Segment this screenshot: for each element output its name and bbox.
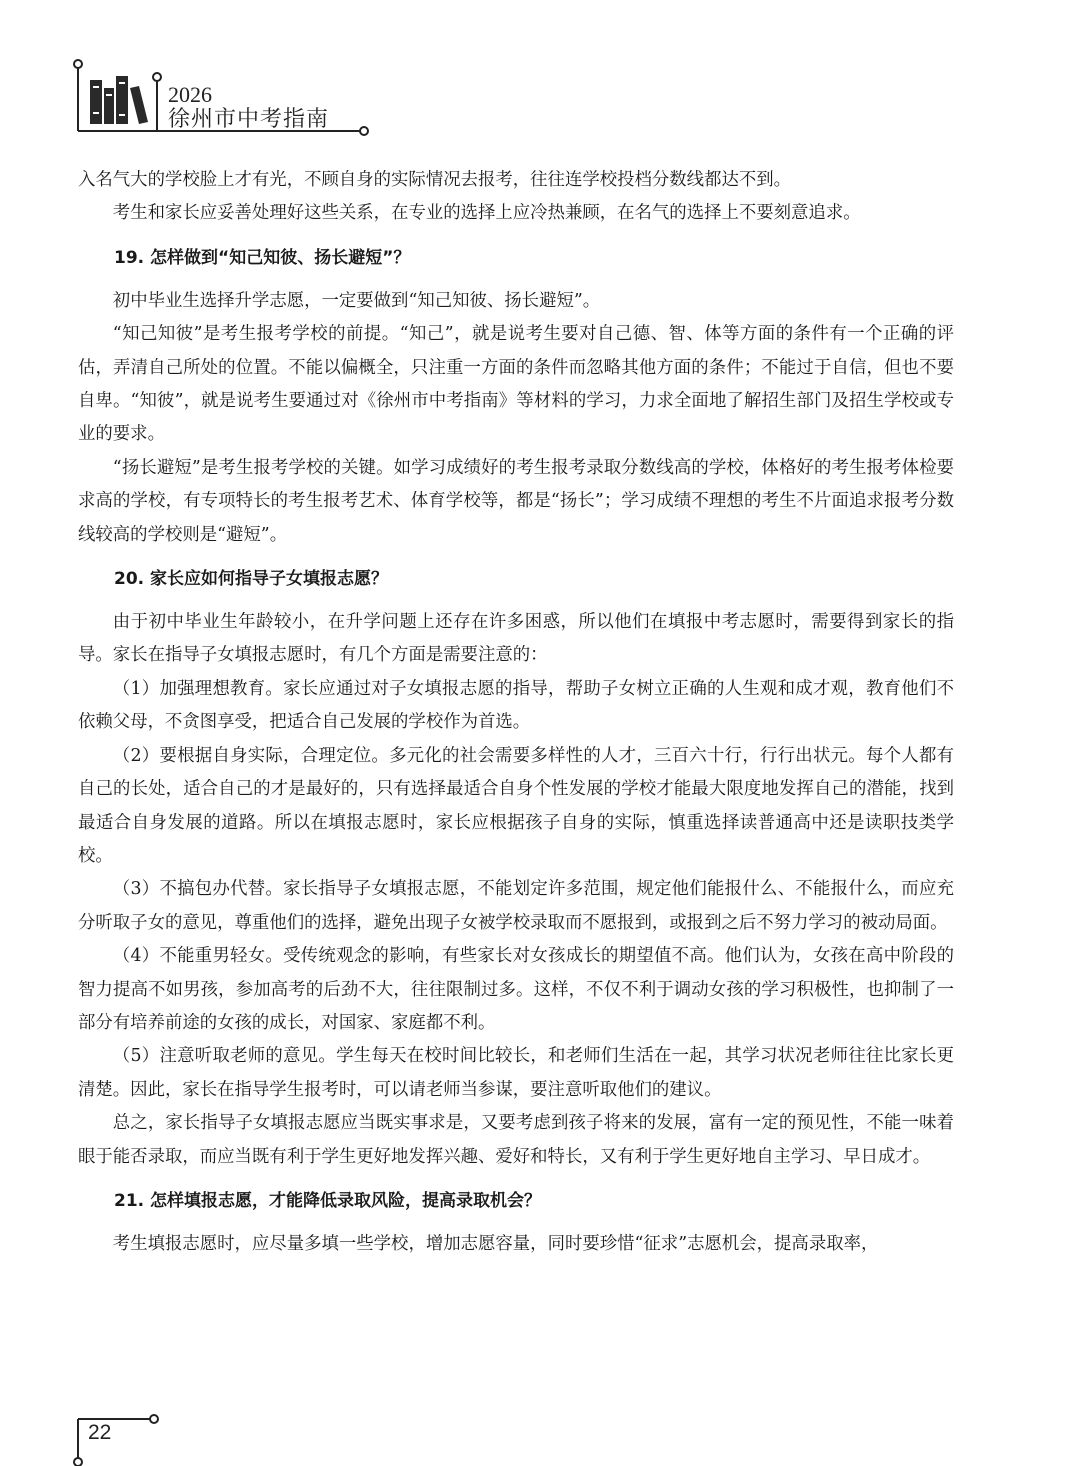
books-icon <box>86 74 156 124</box>
paragraph: 总之，家长指导子女填报志愿应当既实事求是，又要考虑到孩子将来的发展，富有一定的预见性，不能一味着眼于能否录取，而应当既有利于学生更好地发挥兴趣、爱好和特长，又有利于学生更好地自主学习、早日成才。 <box>78 1113 954 1167</box>
page-number: 22 <box>88 1421 112 1444</box>
header-year: 2026 <box>168 82 212 107</box>
page-footer <box>0 1390 1080 1466</box>
paragraph: 考生填报志愿时，应尽量多填一些学校，增加志愿容量，同时要珍惜“征求”志愿机会，提高录取率， <box>112 1233 879 1254</box>
list-item: （1）加强理想教育。家长应通过对子女填报志愿的指导，帮助子女树立正确的人生观和成才观，教育他们不依赖父母，不贪图享受，把适合自己发展的学校作为首选。 <box>78 678 954 733</box>
paragraph: “扬长避短”是考生报考学校的关键。如学习成绩好的考生报考录取分数线高的学校，体格好的考生报考体检要求高的学校，有专项特长的考生报考艺术、体育学校等，都是“扬长”；学习成绩不理想的考生不片面追求报考分数线较高的学校则是“避短”。 <box>78 457 954 545</box>
question-19-heading: 19. 怎样做到“知己知彼、扬长避短”？ <box>114 247 411 268</box>
question-21-heading: 21. 怎样填报志愿，才能降低录取风险，提高录取机会？ <box>114 1190 542 1211</box>
question-20-heading: 20. 家长应如何指导子女填报志愿？ <box>114 569 389 590</box>
paragraph: 考生和家长应妥善处理好这些关系，在专业的选择上应冷热兼顾，在名气的选择上不要刻意追求。 <box>112 203 861 224</box>
list-item: （4）不能重男轻女。受传统观念的影响，有些家长对女孩成长的期望值不高。他们认为，女孩在高中阶段的智力提高不如男孩，参加高考的后劲不大，往往限制过多。这样，不仅不利于调动女孩的学习积极性，也抑制了一部分有培养前途的女孩的成长，对国家、家庭都不利。 <box>78 946 954 1033</box>
list-item: （5）注意听取老师的意见。学生每天在校时间比较长，和老师们生活在一起，其学习状况老师往往比家长更清楚。因此，家长在指导学生报考时，可以请老师当参谋，要注意听取他们的建议。 <box>78 1046 954 1100</box>
paragraph: “知己知彼”是考生报考学校的前提。“知己”，就是说考生要对自己德、智、体等方面的条件有一个正确的评估，弄清自己所处的位置。不能以偏概全，只注重一方面的条件而忽略其他方面的条件；不能过于自信，但也不要自卑。“知彼”，就是说考生要通过对《徐州市中考指南》等材料的学习，力求全面地了解招生部门及招生学校或专业的要求。 <box>78 324 954 445</box>
page-header <box>0 0 1080 150</box>
paragraph: 初中毕业生选择升学志愿，一定要做到“知己知彼、扬长避短”。 <box>112 290 601 311</box>
paragraph: 由于初中毕业生年龄较小，在升学问题上还存在许多困惑，所以他们在填报中考志愿时，需要得到家长的指导。家长在指导子女填报志愿时，有几个方面是需要注意的： <box>78 612 954 666</box>
list-item: （3）不搞包办代替。家长指导子女填报志愿，不能划定许多范围，规定他们能报什么、不能报什么，而应充分听取子女的意见，尊重他们的选择，避免出现子女被学校录取而不愿报到，或报到之后不努力学习的被动局面。 <box>78 879 954 933</box>
paragraph-continued: 入名气大的学校脸上才有光，不顾自身的实际情况去报考，往往连学校投档分数线都达不到。 <box>78 170 792 190</box>
footer-frame <box>0 1390 1080 1466</box>
page-content <box>78 164 954 1261</box>
header-title: 徐州市中考指南 <box>168 107 330 132</box>
list-item: （2）要根据自身实际，合理定位。多元化的社会需要多样性的人才，三百六十行，行行出状元。每个人都有自己的长处，适合自己的才是最好的，只有选择最适合自身个性发展的学校才能最大限度地发挥自己的潜能，找到最适合自身发展的道路。所以在填报志愿时，家长应根据孩子自身的实际，慎重选择读普通高中还是读职技类学校。 <box>78 745 954 866</box>
header-frame <box>0 0 1080 150</box>
